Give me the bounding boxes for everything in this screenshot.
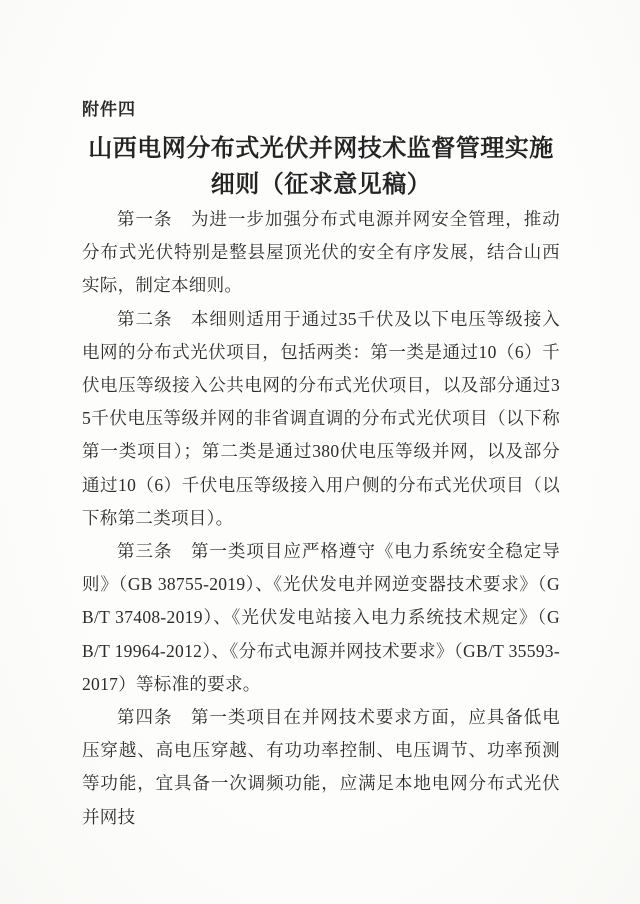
document-title-line1: 山西电网分布式光伏并网技术监督管理实施 [88, 136, 554, 162]
paragraph-article-3: 第三条 第一类项目应严格遵守《电力系统安全稳定导则》（GB 38755-2019）、《光伏发电并网逆变器技术要求》（GB/T 37408-2019）、《光伏发电站接入电力系统技术规定》（GB/T 19964-2012）、《分布式电源并网技术要求》（GB/T 35593-2017）等标准的要求。 [82, 541, 560, 694]
paragraph-article-2: 第二条 本细则适用于通过35千伏及以下电压等级接入电网的分布式光伏项目，包括两类：第一类是通过10（6）千伏电压等级接入公共电网的分布式光伏项目，以及部分通过35千伏电压等级并网的非省调直调的分布式光伏项目（以下称第一类项目）；第二类是通过380伏电压等级并网，以及部分通过10（6）千伏电压等级接入用户侧的分布式光伏项目（以下称第二类项目）。 [82, 308, 560, 528]
document-title [82, 131, 560, 203]
document-body [82, 203, 560, 834]
document-title-line2: 细则（征求意见稿） [210, 172, 432, 198]
paragraph-article-1: 第一条 为进一步加强分布式电源并网安全管理，推动分布式光伏特别是整县屋顶光伏的安全有序发展，结合山西实际，制定本细则。 [82, 209, 560, 296]
attachment-label: 附件四 [82, 100, 136, 119]
document-content [82, 99, 560, 834]
paragraph-article-4: 第四条 第一类项目在并网技术要求方面，应具备低电压穿越、高电压穿越、有功功率控制、电压调节、功率预测等功能，宜具备一次调频功能，应满足本地电网分布式光伏并网技 [82, 707, 560, 827]
